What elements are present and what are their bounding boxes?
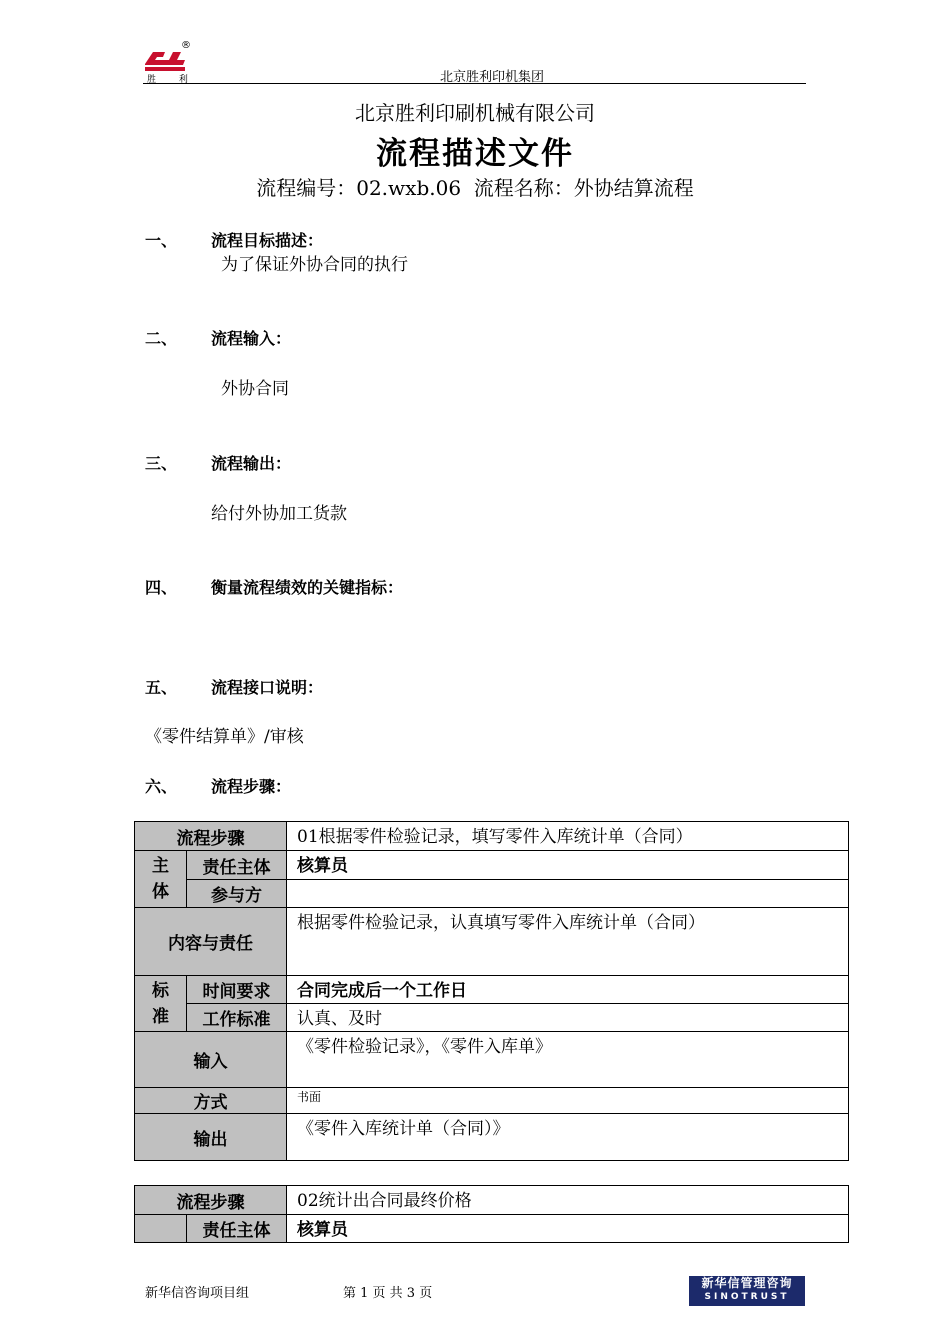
registered-mark: ® xyxy=(181,40,191,51)
work-standard-value: 认真、及时 xyxy=(287,1004,849,1032)
section-6-number: 六、 xyxy=(145,777,178,796)
table-row xyxy=(135,1186,849,1215)
subject-side-label xyxy=(135,851,187,908)
subject-side-label xyxy=(135,1215,187,1243)
content-label: 内容与责任 xyxy=(135,908,287,976)
step-label: 流程步骤 xyxy=(135,822,287,851)
table-row xyxy=(135,1032,849,1088)
section-2-number: 二、 xyxy=(145,329,178,348)
section-5-number: 五、 xyxy=(145,678,178,697)
section-2-title: 流程输入： xyxy=(211,329,292,348)
section-5-body: 《零件结算单》/审核 xyxy=(145,727,304,747)
output-label: 输出 xyxy=(135,1114,287,1161)
step-value: 02统计出合同最终价格 xyxy=(287,1186,849,1215)
document-title: 流程描述文件 xyxy=(376,136,574,172)
table-row xyxy=(135,1215,849,1243)
header-divider xyxy=(143,83,806,84)
table-row xyxy=(135,880,849,908)
sinotrust-logo xyxy=(689,1276,805,1306)
step-label: 流程步骤 xyxy=(135,1186,287,1215)
method-label: 方式 xyxy=(135,1088,287,1114)
section-1-title: 流程目标描述： xyxy=(211,231,324,250)
victory-logo xyxy=(143,40,198,85)
process-step-table-2 xyxy=(134,1185,849,1243)
table-row xyxy=(135,1088,849,1114)
footer-group: 新华信咨询项目组 xyxy=(145,1286,250,1301)
table-row xyxy=(135,1114,849,1161)
table-row xyxy=(135,851,849,880)
step-value: 01根据零件检验记录，填写零件入库统计单（合同） xyxy=(287,822,849,851)
standard-side-text: 标准 xyxy=(152,980,169,1027)
section-3-number: 三、 xyxy=(145,454,178,473)
responsible-value: 核算员 xyxy=(287,1215,849,1243)
document-meta: 流程编号：02.wxb.06 流程名称：外协结算流程 xyxy=(256,176,694,200)
method-value: 书面 xyxy=(287,1088,849,1114)
table-row xyxy=(135,822,849,851)
section-5-title: 流程接口说明： xyxy=(211,678,324,697)
brand-en: SINOTRUST xyxy=(704,1292,790,1302)
content-value: 根据零件检验记录，认真填写零件入库统计单（合同） xyxy=(287,908,849,976)
header-company: 北京胜利印机集团 xyxy=(440,70,545,85)
subject-side-text: 主体 xyxy=(152,856,169,902)
input-label: 输入 xyxy=(135,1032,287,1088)
section-2-body: 外协合同 xyxy=(221,379,289,399)
section-4-title: 衡量流程绩效的关键指标： xyxy=(211,578,404,597)
process-step-table-1 xyxy=(134,821,849,1161)
section-3-title: 流程输出： xyxy=(211,454,292,473)
table-row xyxy=(135,908,849,976)
section-3-body: 给付外协加工货款 xyxy=(211,504,347,524)
responsible-label: 责任主体 xyxy=(187,1215,287,1243)
brand-cn: 新华信管理咨询 xyxy=(701,1276,793,1290)
logo-text: 胜 利 xyxy=(147,75,198,85)
table-row xyxy=(135,976,849,1004)
participant-label: 参与方 xyxy=(187,880,287,908)
output-value: 《零件入库统计单（合同）》 xyxy=(287,1114,849,1161)
section-1-number: 一、 xyxy=(145,231,178,250)
section-4-number: 四、 xyxy=(145,578,178,597)
responsible-label: 责任主体 xyxy=(187,851,287,880)
time-requirement-value: 合同完成后一个工作日 xyxy=(287,976,849,1004)
work-standard-label: 工作标准 xyxy=(187,1004,287,1032)
standard-side-label xyxy=(135,976,187,1032)
document-company: 北京胜利印刷机械有限公司 xyxy=(355,101,595,125)
section-6-title: 流程步骤： xyxy=(211,777,292,796)
time-requirement-label: 时间要求 xyxy=(187,976,287,1004)
participant-value xyxy=(287,880,849,908)
section-1-body: 为了保证外协合同的执行 xyxy=(221,255,408,275)
table-row xyxy=(135,1004,849,1032)
input-value: 《零件检验记录》，《零件入库单》 xyxy=(287,1032,849,1088)
responsible-value: 核算员 xyxy=(287,851,849,880)
footer-page-number: 第 1 页 共 3 页 xyxy=(343,1286,433,1301)
